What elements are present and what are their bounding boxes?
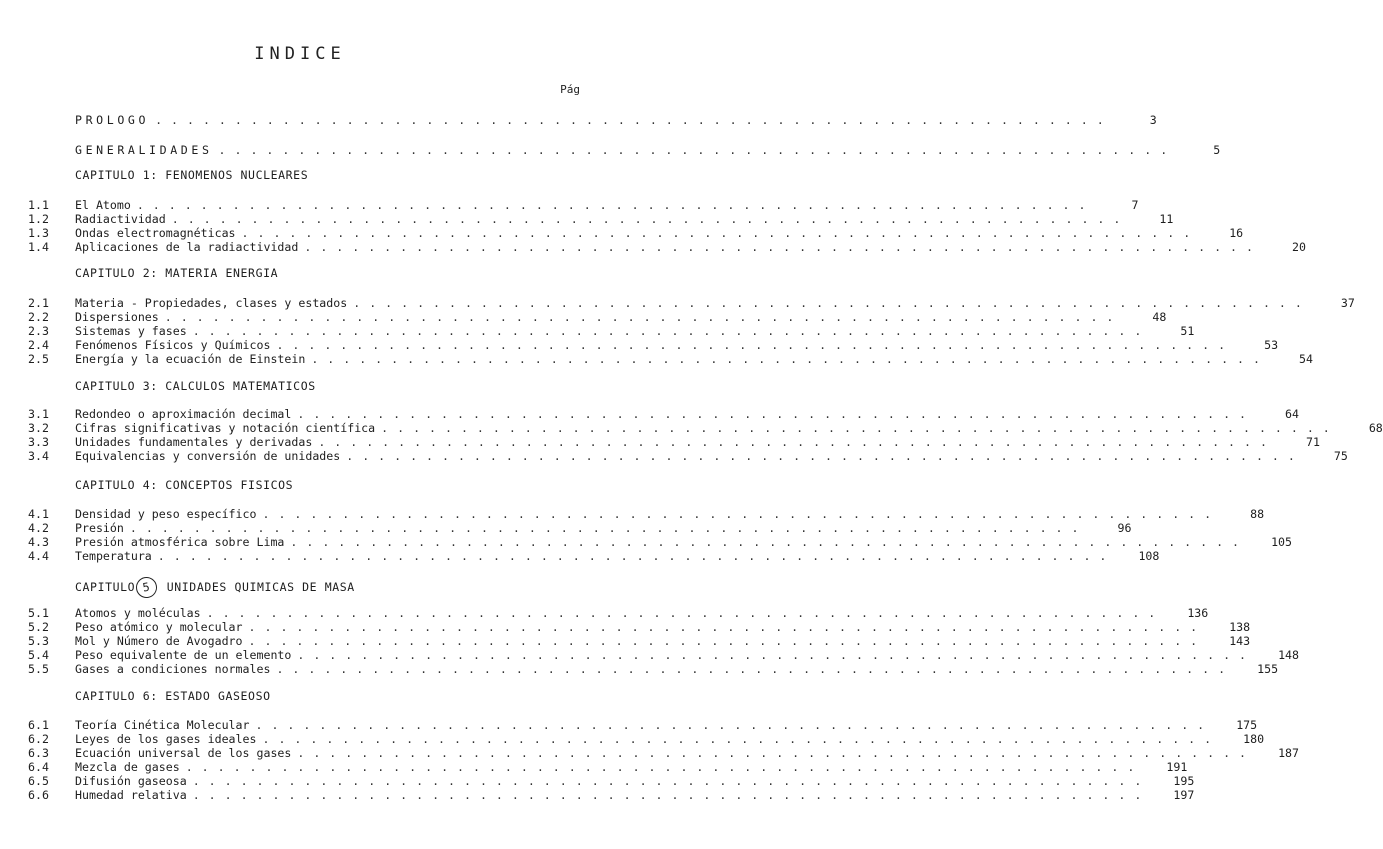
toc-entry [28, 310, 1167, 324]
toc-entry-number: 5.5 [28, 662, 49, 676]
toc-entry-number: 3.2 [28, 421, 49, 435]
toc-entry-page: 11 [1159, 212, 1174, 226]
dot-leader: . . . . . . . . . . . . . . . . . . . . . . . . . . . . . . . . . . . . . . . . . . . . . . . . . . . . . . . . . . . . [297, 648, 1248, 662]
chapter-heading-4: CAPITULO 4: CONCEPTOS FISICOS [75, 478, 294, 492]
dot-leader: . . . . . . . . . . . . . . . . . . . . . . . . . . . . . . . . . . . . . . . . . . . . . . . . . . . . . . . . . . . . [192, 324, 1143, 338]
toc-entry-text: Dispersiones [75, 310, 159, 324]
toc-entry [28, 549, 1160, 563]
toc-entry-number: 5.4 [28, 648, 49, 662]
toc-entry-text: Redondeo o aproximación decimal [75, 407, 292, 421]
toc-entry-number: 2.5 [28, 352, 49, 366]
dot-leader: . . . . . . . . . . . . . . . . . . . . . . . . . . . . . . . . . . . . . . . . . . . . . . . . . . . . . . . . . . . . [185, 760, 1136, 774]
toc-entry-page: 195 [1173, 774, 1195, 788]
toc-entry-page: 187 [1278, 746, 1300, 760]
dot-leader: . . . . . . . . . . . . . . . . . . . . . . . . . . . . . . . . . . . . . . . . . . . . . . . . . . . . . . . . . . . . [164, 310, 1115, 324]
toc-entry [28, 620, 1251, 634]
toc-entry-page: 37 [1340, 296, 1355, 310]
dot-leader: . . . . . . . . . . . . . . . . . . . . . . . . . . . . . . . . . . . . . . . . . . . . . . . . . . . . . . . . . . . . [262, 507, 1213, 521]
toc-entry-text: Equivalencias y conversión de unidades [75, 449, 341, 463]
toc-entry-text: Materia - Propiedades, clases y estados [75, 296, 348, 310]
dot-leader: . . . . . . . . . . . . . . . . . . . . . . . . . . . . . . . . . . . . . . . . . . . . . . . . . . . . . . . . . . . . [304, 240, 1254, 254]
toc-entry [28, 407, 1300, 421]
toc-entry-page: 88 [1250, 507, 1265, 521]
toc-entry-page: 105 [1271, 535, 1293, 549]
toc-entry-page: 75 [1333, 449, 1348, 463]
chapter-heading-title: UNIDADES QUIMICAS DE MASA [166, 580, 355, 594]
dot-leader: . . . . . . . . . . . . . . . . . . . . . . . . . . . . . . . . . . . . . . . . . . . . . . . . . . . . . . . . . . . . [290, 535, 1241, 549]
toc-entry-text: Teoría Cinética Molecular [75, 718, 250, 732]
dot-leader: . . . . . . . . . . . . . . . . . . . . . . . . . . . . . . . . . . . . . . . . . . . . . . . . . . . . . . . . . . . . [297, 746, 1248, 760]
toc-entry [28, 535, 1293, 549]
toc-entry-text: GENERALIDADES [75, 143, 213, 157]
toc-entry-number: 2.3 [28, 324, 49, 338]
dot-leader: . . . . . . . . . . . . . . . . . . . . . . . . . . . . . . . . . . . . . . . . . . . . . . . . . . . . . . . . . . . . [318, 435, 1268, 449]
toc-entry-text: Peso atómico y molecular [75, 620, 243, 634]
chapter-heading-prefix: CAPITULO [75, 580, 136, 594]
toc-entry [28, 521, 1132, 535]
toc-entry-text: Difusión gaseosa [75, 774, 187, 788]
toc-entry-number: 5.1 [28, 606, 49, 620]
toc-entry-number: 5.2 [28, 620, 49, 634]
toc-entry [28, 421, 1383, 435]
toc-entry-page: 64 [1285, 407, 1300, 421]
toc-entry-text: Mol y Número de Avogadro [75, 634, 243, 648]
toc-entry-page: 53 [1264, 338, 1279, 352]
dot-leader: . . . . . . . . . . . . . . . . . . . . . . . . . . . . . . . . . . . . . . . . . . . . . . . . . . . . . . . . . . . . [155, 113, 1105, 127]
toc-entry-prologo [28, 113, 1157, 127]
toc-entry-page: 191 [1166, 760, 1188, 774]
toc-entry-text: Temperatura [75, 549, 152, 563]
toc-entry-text: Cifras significativas y notación científica [75, 421, 376, 435]
dot-leader: . . . . . . . . . . . . . . . . . . . . . . . . . . . . . . . . . . . . . . . . . . . . . . . . . . . . . . . . . . . . [171, 212, 1122, 226]
toc-entry [28, 352, 1313, 366]
toc-entry-page: 48 [1152, 310, 1167, 324]
toc-entry-number: 3.3 [28, 435, 49, 449]
toc-entry-text: PROLOGO [75, 113, 150, 127]
toc-entry [28, 338, 1279, 352]
toc-entry-page: 136 [1187, 606, 1209, 620]
chapter-heading-3: CAPITULO 3: CALCULOS MATEMATICOS [75, 379, 316, 393]
toc-entry-text: Ecuación universal de los gases [75, 746, 292, 760]
toc-entry-number: 6.4 [28, 760, 49, 774]
toc-entry-text: Mezcla de gases [75, 760, 180, 774]
toc-entry-number: 4.1 [28, 507, 49, 521]
dot-leader: . . . . . . . . . . . . . . . . . . . . . . . . . . . . . . . . . . . . . . . . . . . . . . . . . . . . . . . . . . . . [218, 143, 1169, 157]
toc-entry-number: 4.2 [28, 521, 49, 535]
toc-entry-number: 2.1 [28, 296, 49, 310]
dot-leader: . . . . . . . . . . . . . . . . . . . . . . . . . . . . . . . . . . . . . . . . . . . . . . . . . . . . . . . . . . . . [381, 421, 1331, 435]
toc-entry [28, 296, 1355, 310]
page-column-header: Pág [560, 83, 580, 96]
dot-leader: . . . . . . . . . . . . . . . . . . . . . . . . . . . . . . . . . . . . . . . . . . . . . . . . . . . . . . . . . . . . [297, 407, 1248, 421]
toc-entry [28, 507, 1265, 521]
toc-entry-number: 1.4 [28, 240, 49, 254]
dot-leader: . . . . . . . . . . . . . . . . . . . . . . . . . . . . . . . . . . . . . . . . . . . . . . . . . . . . . . . . . . . . [248, 620, 1199, 634]
toc-entry-page: 108 [1138, 549, 1160, 563]
toc-entry [28, 226, 1244, 240]
toc-entry-number: 3.4 [28, 449, 49, 463]
toc-entry [28, 449, 1348, 463]
toc-entry-text: Energía y la ecuación de Einstein [75, 352, 306, 366]
circled-chapter-number: 5 [135, 575, 159, 599]
toc-entry-number: 6.2 [28, 732, 49, 746]
toc-entry-number: 2.4 [28, 338, 49, 352]
dot-leader: . . . . . . . . . . . . . . . . . . . . . . . . . . . . . . . . . . . . . . . . . . . . . . . . . . . . . . . . . . . . [276, 662, 1227, 676]
toc-entry-number: 4.4 [28, 549, 49, 563]
toc-entry-page: 143 [1229, 634, 1251, 648]
toc-entry-text: Radiactividad [75, 212, 166, 226]
toc-entry-number: 6.3 [28, 746, 49, 760]
chapter-heading-6: CAPITULO 6: ESTADO GASEOSO [75, 689, 271, 703]
toc-entry-number: 2.2 [28, 310, 49, 324]
toc-entry-page: 138 [1229, 620, 1251, 634]
toc-entry-number: 5.3 [28, 634, 49, 648]
dot-leader: . . . . . . . . . . . . . . . . . . . . . . . . . . . . . . . . . . . . . . . . . . . . . . . . . . . . . . . . . . . . [206, 606, 1157, 620]
toc-entry-page: 148 [1278, 648, 1300, 662]
toc-entry-page: 175 [1236, 718, 1258, 732]
toc-entry-page: 16 [1229, 226, 1244, 240]
dot-leader: . . . . . . . . . . . . . . . . . . . . . . . . . . . . . . . . . . . . . . . . . . . . . . . . . . . . . . . . . . . . [262, 732, 1213, 746]
toc-entry-page: 197 [1173, 788, 1195, 802]
toc-entry-number: 6.5 [28, 774, 49, 788]
toc-entry [28, 240, 1306, 254]
dot-leader: . . . . . . . . . . . . . . . . . . . . . . . . . . . . . . . . . . . . . . . . . . . . . . . . . . . . . . . . . . . . [192, 774, 1143, 788]
dot-leader: . . . . . . . . . . . . . . . . . . . . . . . . . . . . . . . . . . . . . . . . . . . . . . . . . . . . . . . . . . . . [192, 788, 1143, 802]
toc-entry-number: 1.2 [28, 212, 49, 226]
chapter-heading-2: CAPITULO 2: MATERIA ENERGIA [75, 266, 279, 280]
toc-entry-page: 155 [1257, 662, 1279, 676]
toc-entry-page: 51 [1180, 324, 1195, 338]
toc-entry-text: Ondas electromagnéticas [75, 226, 236, 240]
toc-entry-number: 1.3 [28, 226, 49, 240]
toc-entry-text: Unidades fundamentales y derivadas [75, 435, 313, 449]
toc-entry [28, 648, 1300, 662]
toc-entry [28, 774, 1195, 788]
toc-entry-text: Presión [75, 521, 124, 535]
toc-entry-text: Gases a condiciones normales [75, 662, 271, 676]
toc-entry [28, 746, 1300, 760]
toc-entry [28, 788, 1195, 802]
dot-leader: . . . . . . . . . . . . . . . . . . . . . . . . . . . . . . . . . . . . . . . . . . . . . . . . . . . . . . . . . . . . [276, 338, 1227, 352]
dot-leader: . . . . . . . . . . . . . . . . . . . . . . . . . . . . . . . . . . . . . . . . . . . . . . . . . . . . . . . . . . . . [129, 521, 1080, 535]
dot-leader: . . . . . . . . . . . . . . . . . . . . . . . . . . . . . . . . . . . . . . . . . . . . . . . . . . . . . . . . . . . . [248, 634, 1199, 648]
toc-entry-page: 3 [1149, 113, 1157, 127]
dot-leader: . . . . . . . . . . . . . . . . . . . . . . . . . . . . . . . . . . . . . . . . . . . . . . . . . . . . . . . . . . . . [346, 449, 1296, 463]
toc-entry-number: 3.1 [28, 407, 49, 421]
toc-entry [28, 718, 1258, 732]
toc-entry-text: Aplicaciones de la radiactividad [75, 240, 299, 254]
toc-entry-page: 5 [1213, 143, 1221, 157]
toc-entry-number: 4.3 [28, 535, 49, 549]
toc-entry-text: Fenómenos Físicos y Químicos [75, 338, 271, 352]
dot-leader: . . . . . . . . . . . . . . . . . . . . . . . . . . . . . . . . . . . . . . . . . . . . . . . . . . . . . . . . . . . . [157, 549, 1108, 563]
chapter-heading-5 [75, 577, 355, 598]
toc-entry-text: Densidad y peso específico [75, 507, 257, 521]
toc-entry-text: Presión atmosférica sobre Lima [75, 535, 285, 549]
toc-entry-page: 96 [1117, 521, 1132, 535]
toc-entry [28, 212, 1174, 226]
toc-entry-text: Leyes de los gases ideales [75, 732, 257, 746]
toc-entry [28, 435, 1320, 449]
toc-entry [28, 732, 1265, 746]
toc-entry-text: Sistemas y fases [75, 324, 187, 338]
toc-entry-number: 6.6 [28, 788, 49, 802]
toc-entry-text: Humedad relativa [75, 788, 187, 802]
toc-entry-number: 1.1 [28, 198, 49, 212]
toc-entry-page: 7 [1131, 198, 1139, 212]
dot-leader: . . . . . . . . . . . . . . . . . . . . . . . . . . . . . . . . . . . . . . . . . . . . . . . . . . . . . . . . . . . . [353, 296, 1303, 310]
toc-entry [28, 760, 1188, 774]
chapter-heading-1: CAPITULO 1: FENOMENOS NUCLEARES [75, 168, 309, 182]
dot-leader: . . . . . . . . . . . . . . . . . . . . . . . . . . . . . . . . . . . . . . . . . . . . . . . . . . . . . . . . . . . . [311, 352, 1261, 366]
toc-entry [28, 324, 1195, 338]
dot-leader: . . . . . . . . . . . . . . . . . . . . . . . . . . . . . . . . . . . . . . . . . . . . . . . . . . . . . . . . . . . . [255, 718, 1206, 732]
toc-entry-page: 180 [1243, 732, 1265, 746]
toc-entry [28, 198, 1139, 212]
dot-leader: . . . . . . . . . . . . . . . . . . . . . . . . . . . . . . . . . . . . . . . . . . . . . . . . . . . . . . . . . . . . [136, 198, 1087, 212]
dot-leader: . . . . . . . . . . . . . . . . . . . . . . . . . . . . . . . . . . . . . . . . . . . . . . . . . . . . . . . . . . . . [241, 226, 1192, 240]
toc-entry-page: 54 [1299, 352, 1313, 366]
toc-entry-text: Peso equivalente de un elemento [75, 648, 292, 662]
toc-entry-text: El Atomo [75, 198, 131, 212]
toc-entry-page: 71 [1305, 435, 1320, 449]
toc-entry-generalidades [28, 143, 1221, 157]
toc-entry-number: 6.1 [28, 718, 49, 732]
toc-entry-page: 68 [1368, 421, 1383, 435]
toc-entry [28, 662, 1279, 676]
page-title: INDICE [254, 44, 346, 64]
toc-entry-page: 20 [1292, 240, 1306, 254]
toc-entry [28, 634, 1251, 648]
toc-entry [28, 606, 1209, 620]
toc-entry-text: Atomos y moléculas [75, 606, 201, 620]
